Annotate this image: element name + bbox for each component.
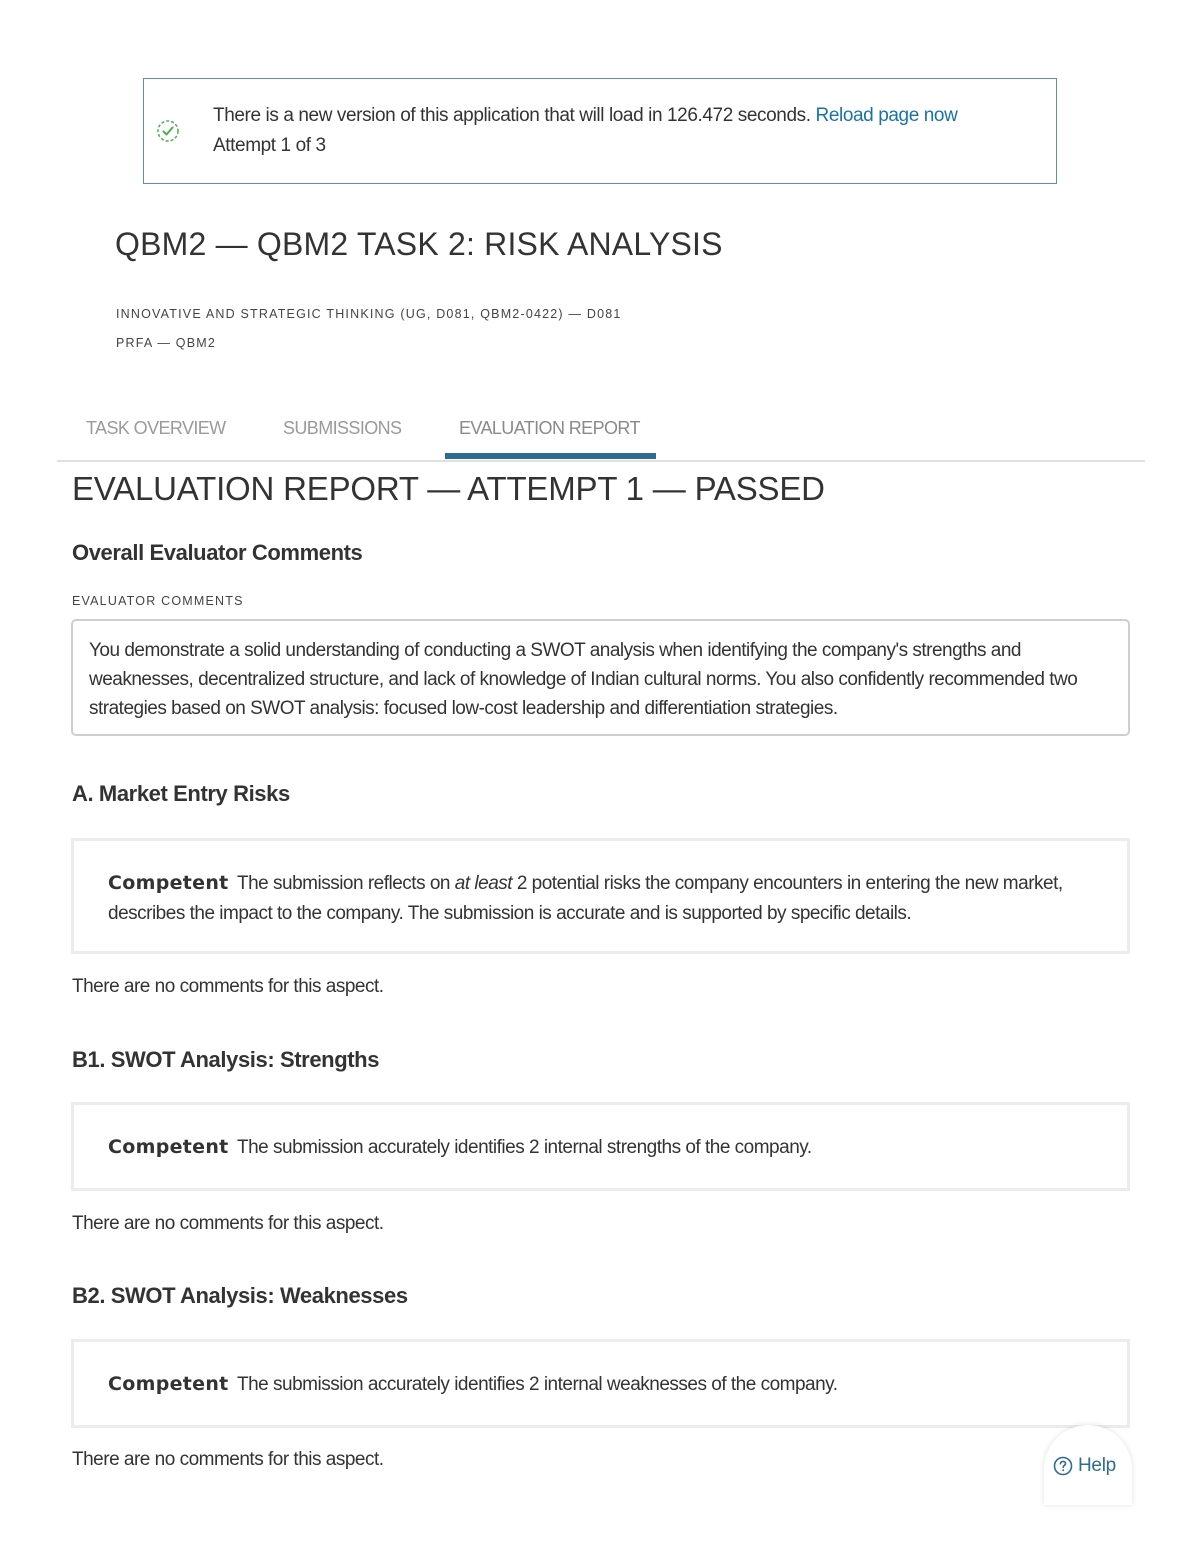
course-info: INNOVATIVE AND STRATEGIC THINKING (UG, D081, QBM2-0422) — D081: [116, 307, 622, 321]
tab-submissions[interactable]: SUBMISSIONS: [283, 418, 402, 438]
active-tab-indicator: [445, 453, 656, 459]
rubric-level: Competent: [108, 1373, 229, 1395]
evaluator-comments-label: EVALUATOR COMMENTS: [72, 594, 244, 608]
rubric-level: Competent: [108, 872, 229, 894]
update-banner: [143, 78, 1057, 184]
no-comments-text: There are no comments for this aspect.: [72, 1449, 384, 1470]
rubric-description: The submission accurately identifies 2 internal weaknesses of the company.: [237, 1374, 838, 1395]
check-circle-icon: [156, 119, 180, 143]
report-title: EVALUATION REPORT — ATTEMPT 1 — PASSED: [72, 470, 825, 507]
help-button[interactable]: [1044, 1425, 1132, 1505]
aspect-heading: B2. SWOT Analysis: Weaknesses: [72, 1283, 408, 1308]
no-comments-text: There are no comments for this aspect.: [72, 976, 384, 997]
rubric-description-emphasis: at least: [454, 873, 513, 894]
prfa-info: PRFA — QBM2: [116, 336, 217, 350]
tab-bar: [57, 404, 1145, 462]
help-label: Help: [1078, 1455, 1116, 1476]
page-title: QBM2 — QBM2 TASK 2: RISK ANALYSIS: [115, 226, 723, 262]
attempt-counter: Attempt 1 of 3: [213, 135, 326, 156]
rubric-description: 2 potential risks the company encounters in entering the new market, describes the impact to the company. The submission is accurate and is supported by specific details.: [108, 873, 1063, 924]
evaluator-comments-box: You demonstrate a solid understanding of conducting a SWOT analysis when identifying the company's strengths and weaknesses, decentralized structure, and lack of knowledge of Indian cultural norms. You also confidently recommended two strategies based on SWOT analysis: focused low-cost leadership and differentiation strategies.: [71, 619, 1130, 736]
reload-page-link[interactable]: Reload page now: [815, 105, 958, 126]
aspect-heading: A. Market Entry Risks: [72, 781, 290, 806]
banner-message: There is a new version of this application that will load in 126.472 seconds.: [213, 105, 811, 126]
tab-task-overview[interactable]: TASK OVERVIEW: [86, 418, 226, 438]
rubric-box: [71, 1102, 1130, 1191]
banner-message-line: [213, 105, 957, 127]
rubric-description: The submission accurately identifies 2 internal strengths of the company.: [237, 1137, 812, 1158]
rubric-level: Competent: [108, 1136, 229, 1158]
rubric-description: The submission reflects on: [237, 873, 450, 894]
rubric-box: [71, 838, 1130, 954]
overall-comments-heading: Overall Evaluator Comments: [72, 540, 363, 565]
no-comments-text: There are no comments for this aspect.: [72, 1213, 384, 1234]
aspect-heading: B1. SWOT Analysis: Strengths: [72, 1047, 380, 1072]
tab-evaluation-report[interactable]: EVALUATION REPORT: [459, 418, 640, 438]
rubric-box: [71, 1339, 1130, 1428]
question-circle-icon: [1053, 1456, 1073, 1476]
